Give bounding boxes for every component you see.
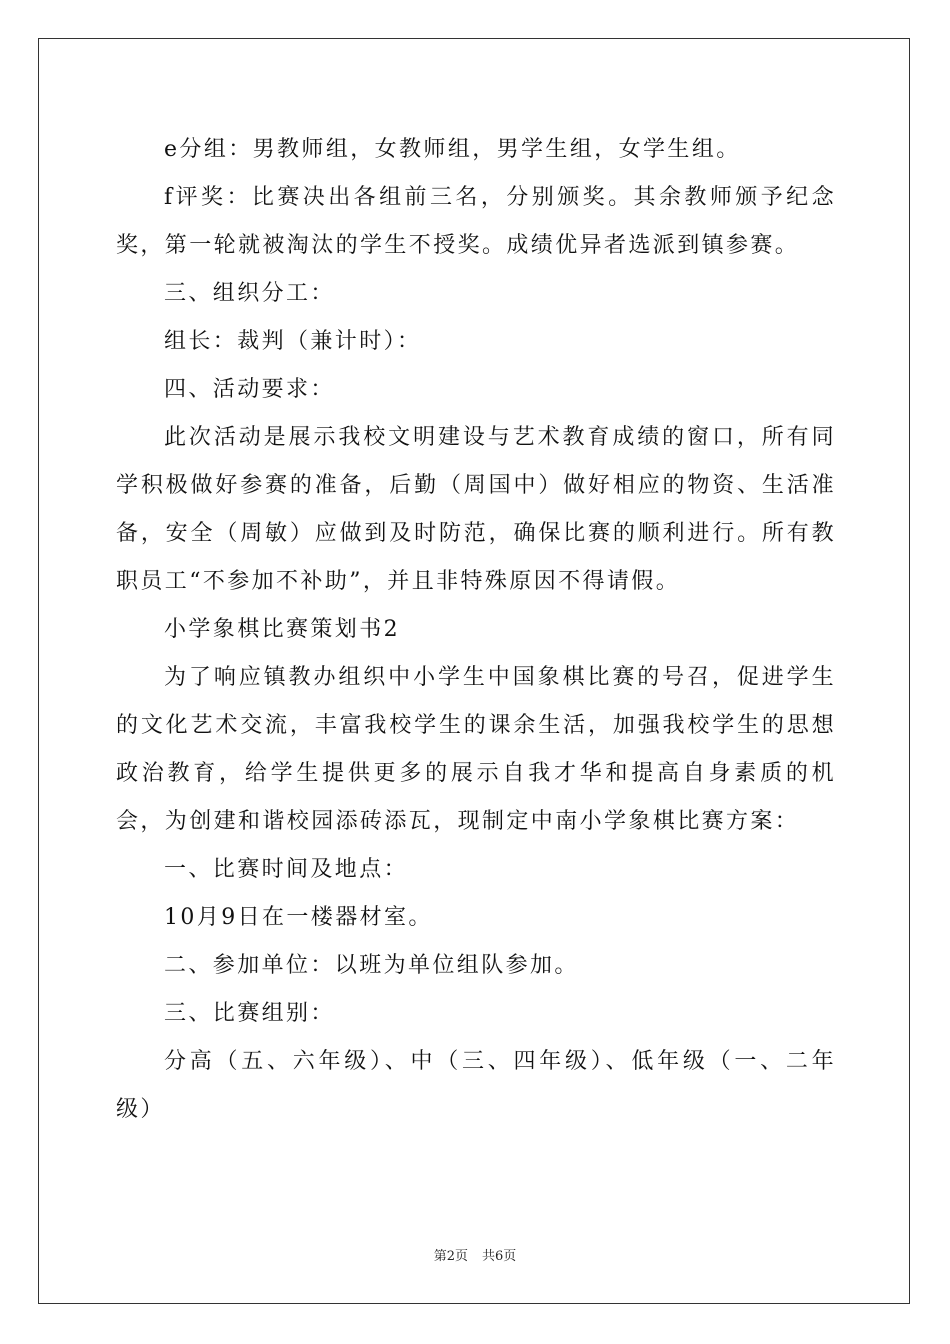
heading-time-place: 一、比赛时间及地点： [164,857,409,882]
heading-groups: 三、比赛组别： [164,1001,335,1026]
paragraph-time-place: 10月9日在一楼器材室。 [164,905,433,930]
document-body [116,126,836,1134]
paragraph-awards: f评奖：比赛决出各组前三名，分别颁奖。其余教师颁予纪念奖，第一轮就被淘汰的学生不授奖。成绩优异者选派到镇参赛。 [116,185,836,258]
page-total: 共6页 [482,1249,517,1264]
section-title-plan-2: 小学象棋比赛策划书2 [164,617,400,642]
paragraph-grouping: e分组：男教师组，女教师组，男学生组，女学生组。 [164,137,741,162]
paragraph-team-leader: 组长：裁判（兼计时）： [164,329,422,354]
page-footer [0,1245,950,1264]
page-number: 第2页 [433,1249,468,1264]
paragraph-groups: 分高（五、六年级）、中（三、四年级）、低年级（一、二年级） [116,1049,836,1122]
paragraph-purpose: 为了响应镇教办组织中小学生中国象棋比赛的号召，促进学生的文化艺术交流，丰富我校学生的课余生活，加强我校学生的思想政治教育，给学生提供更多的展示自我才华和提高自身素质的机会，为创建和谐校园添砖添瓦，现制定中南小学象棋比赛方案： [116,665,836,834]
paragraph-requirements: 此次活动是展示我校文明建设与艺术教育成绩的窗口，所有同学积极做好参赛的准备，后勤（周国中）做好相应的物资、生活准备，安全（周敏）应做到及时防范，确保比赛的顺利进行。所有教职员工“不参加不补助”，并且非特殊原因不得请假。 [116,425,836,594]
paragraph-participants: 二、参加单位：以班为单位组队参加。 [164,953,579,978]
heading-requirements: 四、活动要求： [164,377,335,402]
heading-organization: 三、组织分工： [164,281,335,306]
